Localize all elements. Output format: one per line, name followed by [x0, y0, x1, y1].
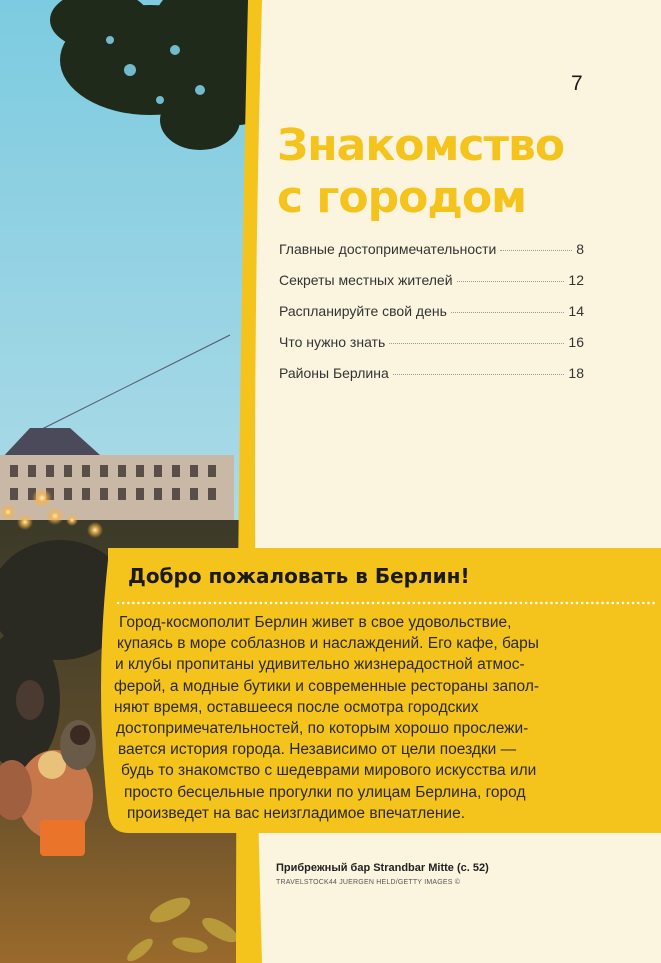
body-line: будь то знакомство с шедеврами мирового искусства или	[121, 762, 537, 780]
toc-item[interactable]	[279, 241, 584, 272]
welcome-heading: Добро пожаловать в Берлин!	[128, 564, 470, 588]
body-line: купаясь в море соблазнов и наслаждений. Его кафе, бары	[117, 635, 539, 653]
toc-dot-leader	[457, 281, 565, 282]
welcome-body-text	[112, 612, 592, 824]
toc-page-number: 18	[568, 365, 584, 381]
photo-credit: TRAVELSTOCK44 JUERGEN HELD/GETTY IMAGES ©	[276, 879, 461, 886]
toc-dot-leader	[500, 250, 572, 251]
toc-label: Секреты местных жителей	[279, 272, 453, 288]
body-line: достопримечательностей, по которым хорошо прослежи-	[116, 720, 529, 738]
body-line: няют время, оставшееся после осмотра городских	[114, 698, 479, 716]
body-line: Город-космополит Берлин живет в свое удовольствие,	[119, 614, 512, 631]
body-line: произведет на вас неизгладимое впечатление.	[127, 804, 466, 822]
body-line: и клубы пропитаны удивительно жизнерадостной атмос-	[115, 656, 525, 674]
toc-dot-leader	[393, 374, 565, 375]
toc-page-number: 8	[576, 241, 584, 257]
photo-caption: Прибрежный бар Strandbar Mitte (с. 52)	[276, 862, 489, 874]
toc-dot-leader	[451, 312, 565, 313]
toc-item[interactable]	[279, 365, 584, 396]
page-number: 7	[571, 72, 583, 95]
table-of-contents	[279, 241, 584, 396]
toc-item[interactable]	[279, 272, 584, 303]
toc-item[interactable]	[279, 303, 584, 334]
toc-page-number: 16	[568, 334, 584, 350]
toc-label: Районы Берлина	[279, 365, 389, 381]
toc-page-number: 14	[568, 303, 584, 319]
body-line: вается история города. Независимо от цели поездки —	[118, 741, 517, 759]
section-title-line-1: Знакомство	[277, 120, 565, 171]
toc-label: Распланируйте свой день	[279, 303, 447, 319]
toc-page-number: 12	[568, 272, 584, 288]
toc-label: Что нужно знать	[279, 334, 386, 350]
section-title-line-2: с городом	[277, 172, 527, 223]
body-line: ферой, а модные бутики и современные рестораны запол-	[114, 677, 540, 695]
toc-dot-leader	[389, 343, 564, 344]
section-title	[277, 120, 564, 224]
toc-item[interactable]	[279, 334, 584, 365]
toc-label: Главные достопримечательности	[279, 241, 497, 257]
body-line: просто бесцельные прогулки по улицам Берлина, город	[124, 783, 526, 801]
